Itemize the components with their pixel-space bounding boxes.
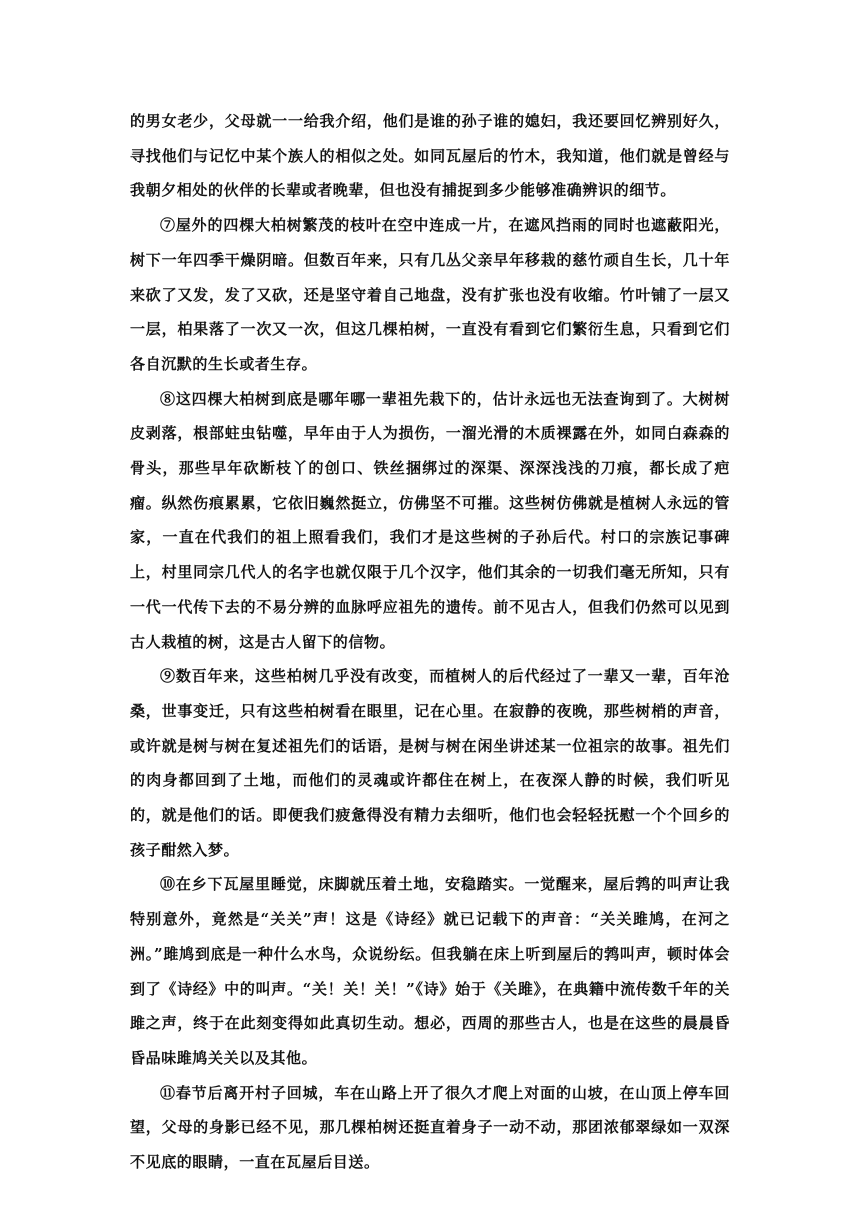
paragraph-10: ⑩在乡下瓦屋里睡觉，床脚就压着土地，安稳踏实。一觉醒来，屋后鹁的叫声让我特别意外，竟然是“关关”声！这是《诗经》就已记载下的声音：“关关雎鸠，在河之洲。”雎鸠到底是一种什么水鸟，众说纷纭。但我躺在床上听到屋后的鹁叫声，顿时体会到了《诗经》中的叫声。“关！关！关！”《诗》始于《关雎》，在典籍中流传数千年的关雎之声，终于在此刻变得如此真切生动。想必，西周的那些古人，也是在这些的晨晨昏昏品味雎鸠关关以及其他。 [130, 875, 730, 1067]
document-body [130, 104, 730, 1180]
paragraph-11: ⑪春节后离开村子回城，车在山路上开了很久才爬上对面的山坡，在山顶上停车回望，父母的身影已经不见，那几棵柏树还挺直着身子一动不动，那团浓郁翠绿如一双深不见底的眼睛，一直在瓦屋后目送。 [130, 1083, 730, 1172]
paragraph-continuation: 的男女老少，父母就一一给我介绍，他们是谁的孙子谁的媳妇，我还要回忆辨别好久，寻找他们与记忆中某个族人的相似之处。如同瓦屋后的竹木，我知道，他们就是曾经与我朝夕相处的伙伴的长辈或者晚辈，但也没有捕捉到多少能够准确辨识的细节。 [130, 112, 730, 200]
paragraph-9: ⑨数百年来，这些柏树几乎没有改变，而植树人的后代经过了一辈又一辈，百年沧桑，世事变迁，只有这些柏树看在眼里，记在心里。在寂静的夜晚，那些树梢的声音，或许就是树与树在复述祖先们的话语，是树与树在闲坐讲述某一位祖宗的故事。祖先们的肉身都回到了土地，而他们的灵魂或许都住在树上，在夜深人静的时候，我们听见的，就是他们的话。即便我们疲惫得没有精力去细听，他们也会轻轻抚慰一个个回乡的孩子酣然入梦。 [130, 667, 730, 859]
paragraph-8: ⑧这四棵大柏树到底是哪年哪一辈祖先栽下的，估计永远也无法查询到了。大树树皮剥落，根部蛀虫钻噬，早年由于人为损伤，一溜光滑的木质裸露在外，如同白森森的骨头，那些早年砍断枝丫的创口、铁丝捆绑过的深渠、深深浅浅的刀痕，都长成了疤瘤。纵然伤痕累累，它依旧巍然挺立，仿佛坚不可摧。这些树仿佛就是植树人永远的管家，一直在代我们的祖上照看我们，我们才是这些树的子孙后代。村口的宗族记事碑上，村里同宗几代人的名字也就仅限于几个汉字，他们其余的一切我们毫无所知，只有一代一代传下去的不易分辨的血脉呼应祖先的遗传。前不见古人，但我们仍然可以见到古人栽植的树，这是古人留下的信物。 [130, 389, 730, 651]
paragraph-7: ⑦屋外的四棵大柏树繁茂的枝叶在空中连成一片，在遮风挡雨的同时也遮蔽阳光，树下一年四季干燥阴暗。但数百年来，只有几丛父亲早年移栽的慈竹顽自生长，几十年来砍了又发，发了又砍，还是坚守着自己地盘，没有扩张也没有收缩。竹叶铺了一层又一层，柏果落了一次又一次，但这几棵柏树，一直没有看到它们繁衍生息，只看到它们各自沉默的生长或者生存。 [130, 216, 730, 373]
